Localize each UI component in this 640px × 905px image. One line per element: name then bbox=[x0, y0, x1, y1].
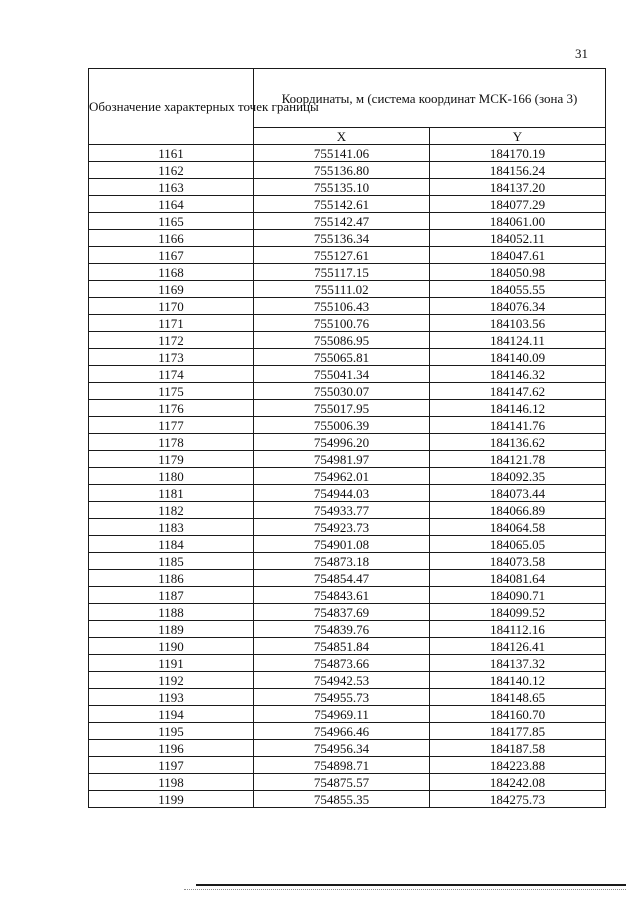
cell-id: 1179 bbox=[89, 451, 254, 468]
cell-y: 184099.52 bbox=[430, 604, 606, 621]
cell-x: 755127.61 bbox=[254, 247, 430, 264]
table-row bbox=[89, 723, 606, 740]
cell-x: 755142.61 bbox=[254, 196, 430, 213]
table-row bbox=[89, 774, 606, 791]
table-row bbox=[89, 451, 606, 468]
cell-y: 184061.00 bbox=[430, 213, 606, 230]
cell-x: 755135.10 bbox=[254, 179, 430, 196]
cell-x: 754873.18 bbox=[254, 553, 430, 570]
table-row bbox=[89, 213, 606, 230]
table-row bbox=[89, 587, 606, 604]
cell-x: 755065.81 bbox=[254, 349, 430, 366]
table-row bbox=[89, 604, 606, 621]
cell-id: 1193 bbox=[89, 689, 254, 706]
cell-id: 1199 bbox=[89, 791, 254, 808]
cell-id: 1182 bbox=[89, 502, 254, 519]
table-row bbox=[89, 247, 606, 264]
header-coordinates: Координаты, м (система координат МСК-166 (зона 3) bbox=[254, 69, 606, 128]
table-row bbox=[89, 519, 606, 536]
cell-x: 754942.53 bbox=[254, 672, 430, 689]
cell-x: 755086.95 bbox=[254, 332, 430, 349]
table-row bbox=[89, 332, 606, 349]
cell-id: 1184 bbox=[89, 536, 254, 553]
cell-y: 184103.56 bbox=[430, 315, 606, 332]
cell-id: 1194 bbox=[89, 706, 254, 723]
cell-y: 184090.71 bbox=[430, 587, 606, 604]
cell-id: 1169 bbox=[89, 281, 254, 298]
cell-y: 184055.55 bbox=[430, 281, 606, 298]
cell-id: 1186 bbox=[89, 570, 254, 587]
cell-x: 754839.76 bbox=[254, 621, 430, 638]
cell-id: 1161 bbox=[89, 145, 254, 162]
cell-x: 755111.02 bbox=[254, 281, 430, 298]
cell-id: 1176 bbox=[89, 400, 254, 417]
cell-y: 184092.35 bbox=[430, 468, 606, 485]
cell-x: 755141.06 bbox=[254, 145, 430, 162]
cell-id: 1187 bbox=[89, 587, 254, 604]
table-row bbox=[89, 179, 606, 196]
cell-x: 754956.34 bbox=[254, 740, 430, 757]
table-row bbox=[89, 196, 606, 213]
cell-id: 1166 bbox=[89, 230, 254, 247]
table-row bbox=[89, 553, 606, 570]
table-row bbox=[89, 315, 606, 332]
table-row bbox=[89, 281, 606, 298]
table-body bbox=[89, 145, 606, 808]
table-row bbox=[89, 655, 606, 672]
cell-x: 754901.08 bbox=[254, 536, 430, 553]
cell-id: 1165 bbox=[89, 213, 254, 230]
header-point-designation: Обозначение характерных точек границы bbox=[89, 69, 254, 145]
cell-x: 755041.34 bbox=[254, 366, 430, 383]
cell-x: 754873.66 bbox=[254, 655, 430, 672]
cell-id: 1185 bbox=[89, 553, 254, 570]
cell-x: 755100.76 bbox=[254, 315, 430, 332]
table-row bbox=[89, 638, 606, 655]
cell-y: 184126.41 bbox=[430, 638, 606, 655]
coordinates-table bbox=[88, 68, 606, 808]
cell-x: 754966.46 bbox=[254, 723, 430, 740]
cell-y: 184147.62 bbox=[430, 383, 606, 400]
cell-id: 1190 bbox=[89, 638, 254, 655]
page-number: 31 bbox=[575, 46, 588, 61]
cell-y: 184275.73 bbox=[430, 791, 606, 808]
cell-y: 184112.16 bbox=[430, 621, 606, 638]
cell-y: 184187.58 bbox=[430, 740, 606, 757]
cell-x: 754854.47 bbox=[254, 570, 430, 587]
cell-y: 184073.44 bbox=[430, 485, 606, 502]
cell-x: 754996.20 bbox=[254, 434, 430, 451]
table-row bbox=[89, 264, 606, 281]
cell-x: 754855.35 bbox=[254, 791, 430, 808]
cell-id: 1175 bbox=[89, 383, 254, 400]
cell-x: 754981.97 bbox=[254, 451, 430, 468]
cell-id: 1191 bbox=[89, 655, 254, 672]
cell-y: 184073.58 bbox=[430, 553, 606, 570]
cell-x: 754933.77 bbox=[254, 502, 430, 519]
cell-y: 184050.98 bbox=[430, 264, 606, 281]
cell-id: 1163 bbox=[89, 179, 254, 196]
cell-x: 754955.73 bbox=[254, 689, 430, 706]
table-row bbox=[89, 570, 606, 587]
cell-y: 184047.61 bbox=[430, 247, 606, 264]
cell-y: 184140.09 bbox=[430, 349, 606, 366]
cell-y: 184160.70 bbox=[430, 706, 606, 723]
cell-id: 1162 bbox=[89, 162, 254, 179]
table-row bbox=[89, 502, 606, 519]
cell-y: 184077.29 bbox=[430, 196, 606, 213]
cell-id: 1171 bbox=[89, 315, 254, 332]
header-y: Y bbox=[430, 128, 606, 145]
cell-x: 754837.69 bbox=[254, 604, 430, 621]
table-row bbox=[89, 230, 606, 247]
cell-id: 1197 bbox=[89, 757, 254, 774]
cell-x: 754969.11 bbox=[254, 706, 430, 723]
header-x: X bbox=[254, 128, 430, 145]
cell-y: 184177.85 bbox=[430, 723, 606, 740]
cell-id: 1189 bbox=[89, 621, 254, 638]
cell-x: 755017.95 bbox=[254, 400, 430, 417]
table-row bbox=[89, 485, 606, 502]
cell-id: 1188 bbox=[89, 604, 254, 621]
cell-id: 1172 bbox=[89, 332, 254, 349]
table-row bbox=[89, 145, 606, 162]
table-row bbox=[89, 400, 606, 417]
cell-x: 754923.73 bbox=[254, 519, 430, 536]
cell-id: 1196 bbox=[89, 740, 254, 757]
footer-rule bbox=[196, 884, 626, 886]
cell-y: 184137.32 bbox=[430, 655, 606, 672]
cell-id: 1192 bbox=[89, 672, 254, 689]
cell-y: 184170.19 bbox=[430, 145, 606, 162]
table-row bbox=[89, 706, 606, 723]
cell-id: 1174 bbox=[89, 366, 254, 383]
cell-id: 1198 bbox=[89, 774, 254, 791]
cell-y: 184136.62 bbox=[430, 434, 606, 451]
cell-id: 1180 bbox=[89, 468, 254, 485]
cell-y: 184242.08 bbox=[430, 774, 606, 791]
table-row bbox=[89, 689, 606, 706]
cell-y: 184146.12 bbox=[430, 400, 606, 417]
table-row bbox=[89, 621, 606, 638]
table-row bbox=[89, 298, 606, 315]
cell-id: 1181 bbox=[89, 485, 254, 502]
cell-y: 184081.64 bbox=[430, 570, 606, 587]
table-row bbox=[89, 672, 606, 689]
cell-x: 755106.43 bbox=[254, 298, 430, 315]
cell-y: 184064.58 bbox=[430, 519, 606, 536]
table-header bbox=[89, 69, 606, 145]
cell-x: 754843.61 bbox=[254, 587, 430, 604]
cell-id: 1195 bbox=[89, 723, 254, 740]
footer-rule-thin bbox=[184, 889, 626, 890]
cell-x: 755136.34 bbox=[254, 230, 430, 247]
table-row bbox=[89, 162, 606, 179]
cell-x: 755136.80 bbox=[254, 162, 430, 179]
cell-id: 1167 bbox=[89, 247, 254, 264]
table-row bbox=[89, 791, 606, 808]
cell-x: 754898.71 bbox=[254, 757, 430, 774]
table-row bbox=[89, 536, 606, 553]
table-row bbox=[89, 417, 606, 434]
table-row bbox=[89, 383, 606, 400]
cell-y: 184124.11 bbox=[430, 332, 606, 349]
cell-id: 1168 bbox=[89, 264, 254, 281]
cell-x: 755030.07 bbox=[254, 383, 430, 400]
cell-id: 1164 bbox=[89, 196, 254, 213]
cell-x: 754851.84 bbox=[254, 638, 430, 655]
cell-id: 1183 bbox=[89, 519, 254, 536]
cell-id: 1178 bbox=[89, 434, 254, 451]
header-row-main bbox=[89, 69, 606, 128]
cell-y: 184076.34 bbox=[430, 298, 606, 315]
cell-x: 754944.03 bbox=[254, 485, 430, 502]
cell-id: 1170 bbox=[89, 298, 254, 315]
cell-x: 755142.47 bbox=[254, 213, 430, 230]
cell-y: 184148.65 bbox=[430, 689, 606, 706]
cell-y: 184156.24 bbox=[430, 162, 606, 179]
cell-x: 754962.01 bbox=[254, 468, 430, 485]
cell-y: 184066.89 bbox=[430, 502, 606, 519]
cell-x: 755006.39 bbox=[254, 417, 430, 434]
table-row bbox=[89, 740, 606, 757]
cell-y: 184141.76 bbox=[430, 417, 606, 434]
cell-y: 184052.11 bbox=[430, 230, 606, 247]
table-row bbox=[89, 366, 606, 383]
table-row bbox=[89, 468, 606, 485]
cell-id: 1177 bbox=[89, 417, 254, 434]
cell-y: 184223.88 bbox=[430, 757, 606, 774]
cell-y: 184137.20 bbox=[430, 179, 606, 196]
cell-x: 754875.57 bbox=[254, 774, 430, 791]
table-row bbox=[89, 434, 606, 451]
cell-id: 1173 bbox=[89, 349, 254, 366]
table-row bbox=[89, 349, 606, 366]
table-row bbox=[89, 757, 606, 774]
cell-y: 184121.78 bbox=[430, 451, 606, 468]
cell-x: 755117.15 bbox=[254, 264, 430, 281]
cell-y: 184065.05 bbox=[430, 536, 606, 553]
cell-y: 184140.12 bbox=[430, 672, 606, 689]
cell-y: 184146.32 bbox=[430, 366, 606, 383]
